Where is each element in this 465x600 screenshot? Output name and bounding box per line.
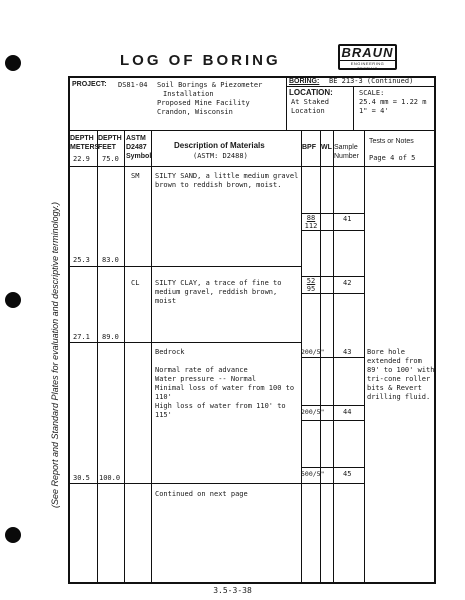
page-footer: 3.5-3-38 (213, 586, 252, 595)
layer-2-line-3: moist (155, 297, 177, 305)
sample-43-bottom (301, 357, 364, 358)
layer-3-bottom-ft: 100.0 (99, 474, 121, 482)
col-div-1 (97, 130, 98, 584)
sample-45-bpf: 500/5" (301, 470, 325, 478)
project-line-4: Crandon, Wisconsin (157, 108, 233, 116)
header-description-sub: (ASTM: D2488) (193, 152, 248, 160)
sample-45-number: 45 (343, 470, 352, 478)
col-div-2 (124, 130, 125, 584)
layer-2-line-2: medium gravel, reddish brown, (155, 288, 278, 296)
header-wl: WL (321, 144, 332, 151)
header-sample: Sample Number (334, 144, 359, 160)
project-line-1: Soil Borings & Piezometer (157, 81, 263, 89)
punch-hole-bottom (5, 527, 21, 543)
project-line-2: Installation (163, 90, 214, 98)
boring-divider (286, 86, 436, 87)
layer-3-line-7: High loss of water from 110' to (155, 402, 286, 410)
location-line-2: Location (291, 107, 325, 115)
page-title: LOG OF BORING (120, 52, 281, 69)
layer-3-line-1: Bedrock (155, 348, 185, 356)
layer-1-bottom-m: 25.3 (73, 256, 90, 264)
layer-1-line-1: SILTY SAND, a little medium gravel (155, 172, 299, 180)
note-line-2: extended from (367, 357, 422, 365)
sample-41-bpf-1: 88 (306, 214, 316, 222)
header-astm: ASTM D2487 Symbol (126, 135, 152, 160)
layer-3-line-8: 115' (155, 411, 172, 419)
project-divider (286, 76, 287, 130)
note-line-1: Bore hole (367, 348, 405, 356)
scale-line-1: 25.4 mm = 1.22 m (359, 98, 427, 106)
start-depth-meters: 22.9 (73, 155, 90, 163)
project-label: PROJECT: (72, 81, 107, 88)
layer-3-line-4: Water pressure -- Normal (155, 375, 257, 383)
sample-43-number: 43 (343, 348, 352, 356)
header-depth-meters: DEPTH METERS (70, 135, 100, 151)
sample-41-bottom (301, 230, 364, 231)
layer-1-bottom-ft: 83.0 (102, 256, 119, 264)
layer-boundary-1 (68, 266, 301, 267)
logo-brand: BRAUN (341, 45, 394, 60)
sample-44-number: 44 (343, 408, 352, 416)
location-label: LOCATION: (289, 88, 333, 97)
boring-value: BE 213-3 (Continued) (329, 77, 414, 85)
punch-hole-top (5, 55, 21, 71)
layer-boundary-2 (68, 342, 301, 343)
header-description: Description of Materials (174, 141, 265, 150)
note-line-3: 89' to 100' with (367, 366, 435, 374)
side-note: (See Report and Standard Plates for evaluation and descriptive terminology.) (50, 201, 60, 509)
sample-44-top (301, 405, 364, 406)
col-div-7 (364, 130, 365, 584)
sample-42-bpf-2: 95 (306, 285, 316, 293)
end-line-dashed (151, 483, 301, 484)
layer-1-symbol: SM (131, 172, 140, 180)
sample-41-bpf-2: 112 (304, 222, 318, 230)
layer-2-bottom-ft: 89.0 (102, 333, 119, 341)
scale-divider (353, 86, 354, 130)
col-div-3 (151, 130, 152, 584)
sample-42-number: 42 (343, 279, 352, 287)
company-logo (338, 44, 397, 70)
layer-3-line-5: Minimal loss of water from 100 to (155, 384, 295, 392)
scale-label: SCALE: (359, 89, 385, 97)
note-line-5: bits & Revert (367, 384, 422, 392)
project-line-3: Proposed Mine Facility (157, 99, 250, 107)
location-line-1: At Staked (291, 98, 329, 106)
layer-3-line-6: 110' (155, 393, 172, 401)
sample-45-top (301, 467, 364, 468)
boring-label: BORING: (289, 78, 320, 85)
punch-hole-middle (5, 292, 21, 308)
layer-1-line-2: brown to reddish brown, moist. (155, 181, 282, 189)
layer-2-symbol: CL (131, 279, 140, 287)
note-line-6: drilling fluid. (367, 393, 431, 401)
scale-line-2: 1" = 4' (359, 107, 389, 115)
project-number: DS81-04 (118, 81, 148, 89)
note-line-4: tri-cone roller (367, 375, 431, 383)
sample-42-bpf-1: 52 (306, 277, 316, 285)
page-number: Page 4 of 5 (369, 154, 416, 162)
sample-44-bottom (301, 420, 364, 421)
header-tests: Tests or Notes (369, 138, 414, 145)
layer-2-bottom-m: 27.1 (73, 333, 90, 341)
start-depth-feet: 75.0 (102, 155, 119, 163)
header-depth-feet: DEPTH FEET (98, 135, 122, 151)
sample-42-bottom (301, 293, 364, 294)
sample-45-bottom (301, 483, 364, 484)
sample-44-bpf: 200/5" (301, 408, 325, 416)
continued-note: Continued on next page (155, 490, 248, 498)
sample-41-number: 41 (343, 215, 352, 223)
sample-43-bpf: 200/5" (301, 348, 325, 356)
layer-3-line-3: Normal rate of advance (155, 366, 248, 374)
layer-2-line-1: SILTY CLAY, a trace of fine to (155, 279, 282, 287)
header-bpf: BPF (302, 144, 316, 151)
logo-subtitle: ENGINEERING TESTING (340, 60, 395, 71)
layer-3-bottom-m: 30.5 (73, 474, 90, 482)
